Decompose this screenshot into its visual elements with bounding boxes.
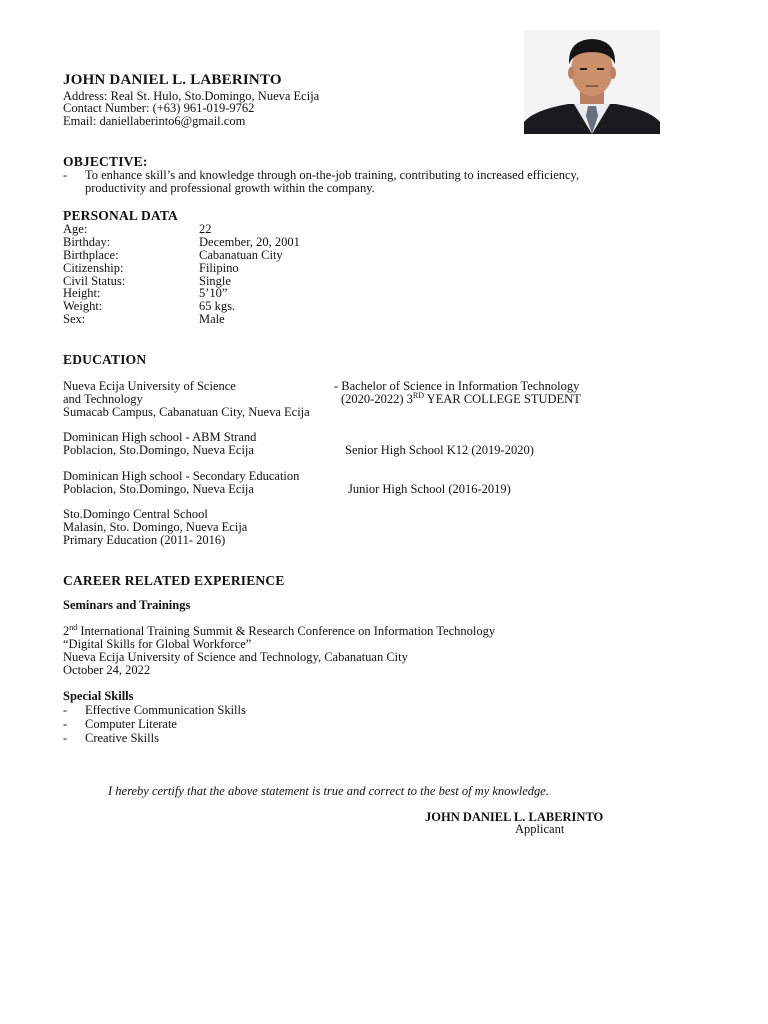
signatory-name: JOHN DANIEL L. LABERINTO	[425, 810, 604, 824]
seminar-title-text: International Training Summit & Research Conference on Information Technology	[77, 624, 496, 638]
weight-label: Weight:	[63, 299, 103, 313]
birthday-label: Birthday:	[63, 235, 111, 249]
elem-level: Primary Education (2011- 2016)	[63, 533, 226, 547]
age-label: Age:	[63, 222, 88, 236]
shs-school: Dominican High school - ABM Strand	[63, 430, 257, 444]
weight-value: 65 kgs.	[199, 299, 236, 313]
college-campus: Sumacab Campus, Cabanatuan City, Nueva Ecija	[63, 405, 310, 419]
skill-item: Creative Skills	[85, 731, 159, 745]
elem-school: Sto.Domingo Central School	[63, 507, 208, 521]
citizenship-label: Citizenship:	[63, 261, 124, 275]
seminar-theme: “Digital Skills for Global Workforce”	[63, 637, 252, 651]
college-degree: - Bachelor of Science in Information Technology	[334, 379, 580, 393]
college-year-superscript: RD	[412, 390, 424, 400]
jhs-level: Junior High School (2016-2019)	[348, 482, 511, 496]
birthplace-label: Birthplace:	[63, 248, 119, 262]
skill-bullet: -	[63, 717, 68, 731]
birthplace-value: Cabanatuan City	[199, 248, 283, 262]
seminars-heading: Seminars and Trainings	[63, 598, 191, 612]
skill-bullet: -	[63, 731, 68, 745]
career-heading: CAREER RELATED EXPERIENCE	[63, 573, 285, 588]
college-school-line-2: and Technology	[63, 392, 143, 406]
college-years: (2020-2022) 3	[341, 392, 413, 406]
portrait-illustration	[524, 30, 660, 134]
objective-text-line-2: productivity and professional growth within the company.	[85, 181, 375, 195]
college-status: YEAR COLLEGE STUDENT	[424, 392, 581, 406]
seminar-date: October 24, 2022	[63, 663, 151, 677]
jhs-school: Dominican High school - Secondary Education	[63, 469, 300, 483]
shs-address: Poblacion, Sto.Domingo, Nueva Ecija	[63, 443, 254, 457]
elem-address: Malasin, Sto. Domingo, Nueva Ecija	[63, 520, 248, 534]
certification-statement: I hereby certify that the above statement is true and correct to the best of my knowledge.	[108, 784, 549, 798]
seminar-venue: Nueva Ecija University of Science and Technology, Cabanatuan City	[63, 650, 408, 664]
special-skills-heading: Special Skills	[63, 689, 134, 703]
objective-heading: OBJECTIVE:	[63, 154, 148, 169]
education-heading: EDUCATION	[63, 352, 147, 367]
signatory-role: Applicant	[515, 822, 565, 836]
college-school-line-1: Nueva Ecija University of Science	[63, 379, 236, 393]
age-value: 22	[199, 222, 212, 236]
email-line: Email: daniellaberinto6@gmail.com	[63, 114, 246, 128]
personal-data-heading: PERSONAL DATA	[63, 208, 178, 223]
objective-text-line-1: To enhance skill’s and knowledge through on-the-job training, contributing to increased efficiency,	[85, 168, 580, 182]
citizenship-value: Filipino	[199, 261, 239, 275]
address-line: Address: Real St. Hulo, Sto.Domingo, Nueva Ecija	[63, 89, 320, 103]
seminar-ordinal-superscript: nd	[69, 622, 78, 632]
jhs-address: Poblacion, Sto.Domingo, Nueva Ecija	[63, 482, 254, 496]
height-label: Height:	[63, 286, 101, 300]
skill-item: Effective Communication Skills	[85, 703, 246, 717]
applicant-name: JOHN DANIEL L. LABERINTO	[63, 72, 282, 88]
birthday-value: December, 20, 2001	[199, 235, 300, 249]
skill-bullet: -	[63, 703, 68, 717]
skill-item: Computer Literate	[85, 717, 177, 731]
shs-level: Senior High School K12 (2019-2020)	[345, 443, 534, 457]
contact-line: Contact Number: (+63) 961-019-9762	[63, 101, 255, 115]
college-year-level	[341, 390, 581, 406]
seminar-ordinal: 2	[63, 624, 70, 638]
civil-status-value: Single	[199, 274, 231, 288]
sex-label: Sex:	[63, 312, 86, 326]
sex-value: Male	[199, 312, 225, 326]
height-value: 5’10”	[199, 286, 228, 300]
applicant-photo	[524, 30, 660, 134]
civil-status-label: Civil Status:	[63, 274, 126, 288]
objective-bullet: -	[63, 168, 68, 182]
